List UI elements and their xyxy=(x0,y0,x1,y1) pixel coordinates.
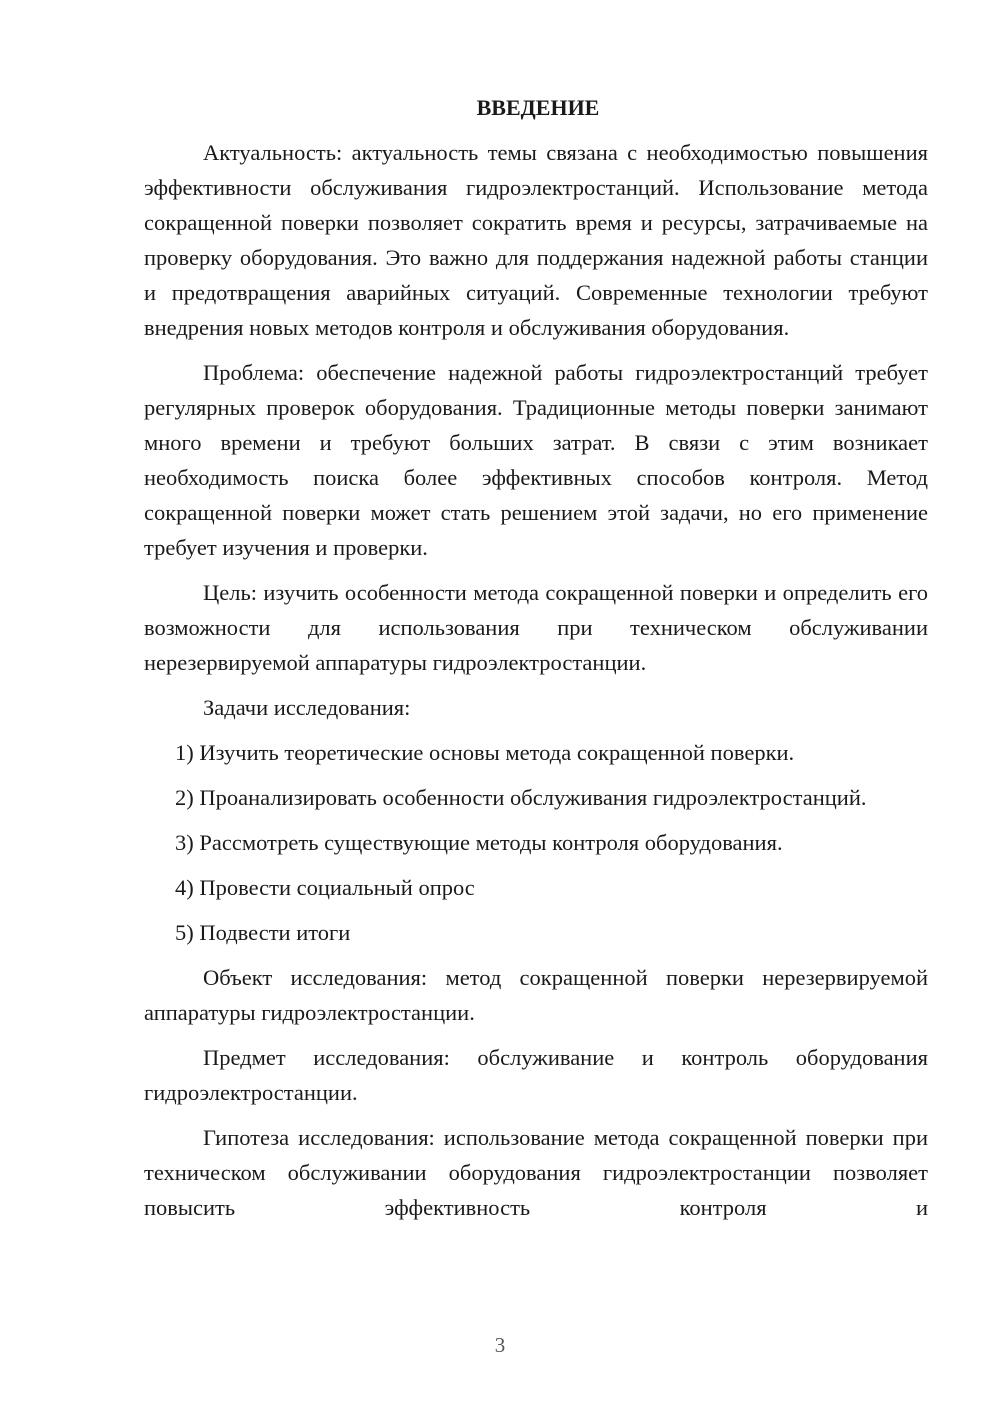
page-number: 3 xyxy=(494,1333,506,1357)
task-item-2: 2) Проанализировать особенности обслуживания гидроэлектростанций. xyxy=(175,785,867,810)
section-heading: ВВЕДЕНИЕ xyxy=(476,95,600,120)
task-item-3: 3) Рассмотреть существующие методы контроля оборудования. xyxy=(175,830,783,855)
paragraph-relevance: Актуальность: актуальность темы связана с необходимостью повышения эффективности обслуживания гидроэлектростанций. Использование метода сокращенной поверки позволяет сократить время и ресурсы, затрачиваемые на проверку оборудования. Это важно для поддержания надежной работы станции и предотвращения аварийных ситуаций. Современные технологии требуют внедрения новых методов контроля и обслуживания оборудования. xyxy=(144,140,928,340)
task-item-5: 5) Подвести итоги xyxy=(175,920,351,945)
paragraph-problem: Проблема: обеспечение надежной работы гидроэлектростанций требует регулярных проверок оборудования. Традиционные методы поверки занимают много времени и требуют больших затрат. В связи с этим возникает необходимость поиска более эффективных способов контроля. Метод сокращенной поверки может стать решением этой задачи, но его применение требует изучения и проверки. xyxy=(144,360,928,560)
task-item-4: 4) Провести социальный опрос xyxy=(175,875,475,900)
task-item-1: 1) Изучить теоретические основы метода сокращенной поверки. xyxy=(175,740,795,765)
paragraph-subject: Предмет исследования: обслуживание и контроль оборудования гидроэлектростанции. xyxy=(144,1045,928,1105)
document-page xyxy=(144,90,928,1225)
paragraph-goal: Цель: изучить особенности метода сокращенной поверки и определить его возможности для использования при техническом обслуживании нерезервируемой аппаратуры гидроэлектростанции. xyxy=(144,580,928,675)
paragraph-hypothesis: Гипотеза исследования: использование метода сокращенной поверки при техническом обслуживании оборудования гидроэлектростанции позволяет повысить эффективность контроля и xyxy=(144,1125,928,1220)
paragraph-tasks-intro: Задачи исследования: xyxy=(203,695,411,720)
paragraph-object: Объект исследования: метод сокращенной поверки нерезервируемой аппаратуры гидроэлектростанции. xyxy=(144,965,928,1025)
